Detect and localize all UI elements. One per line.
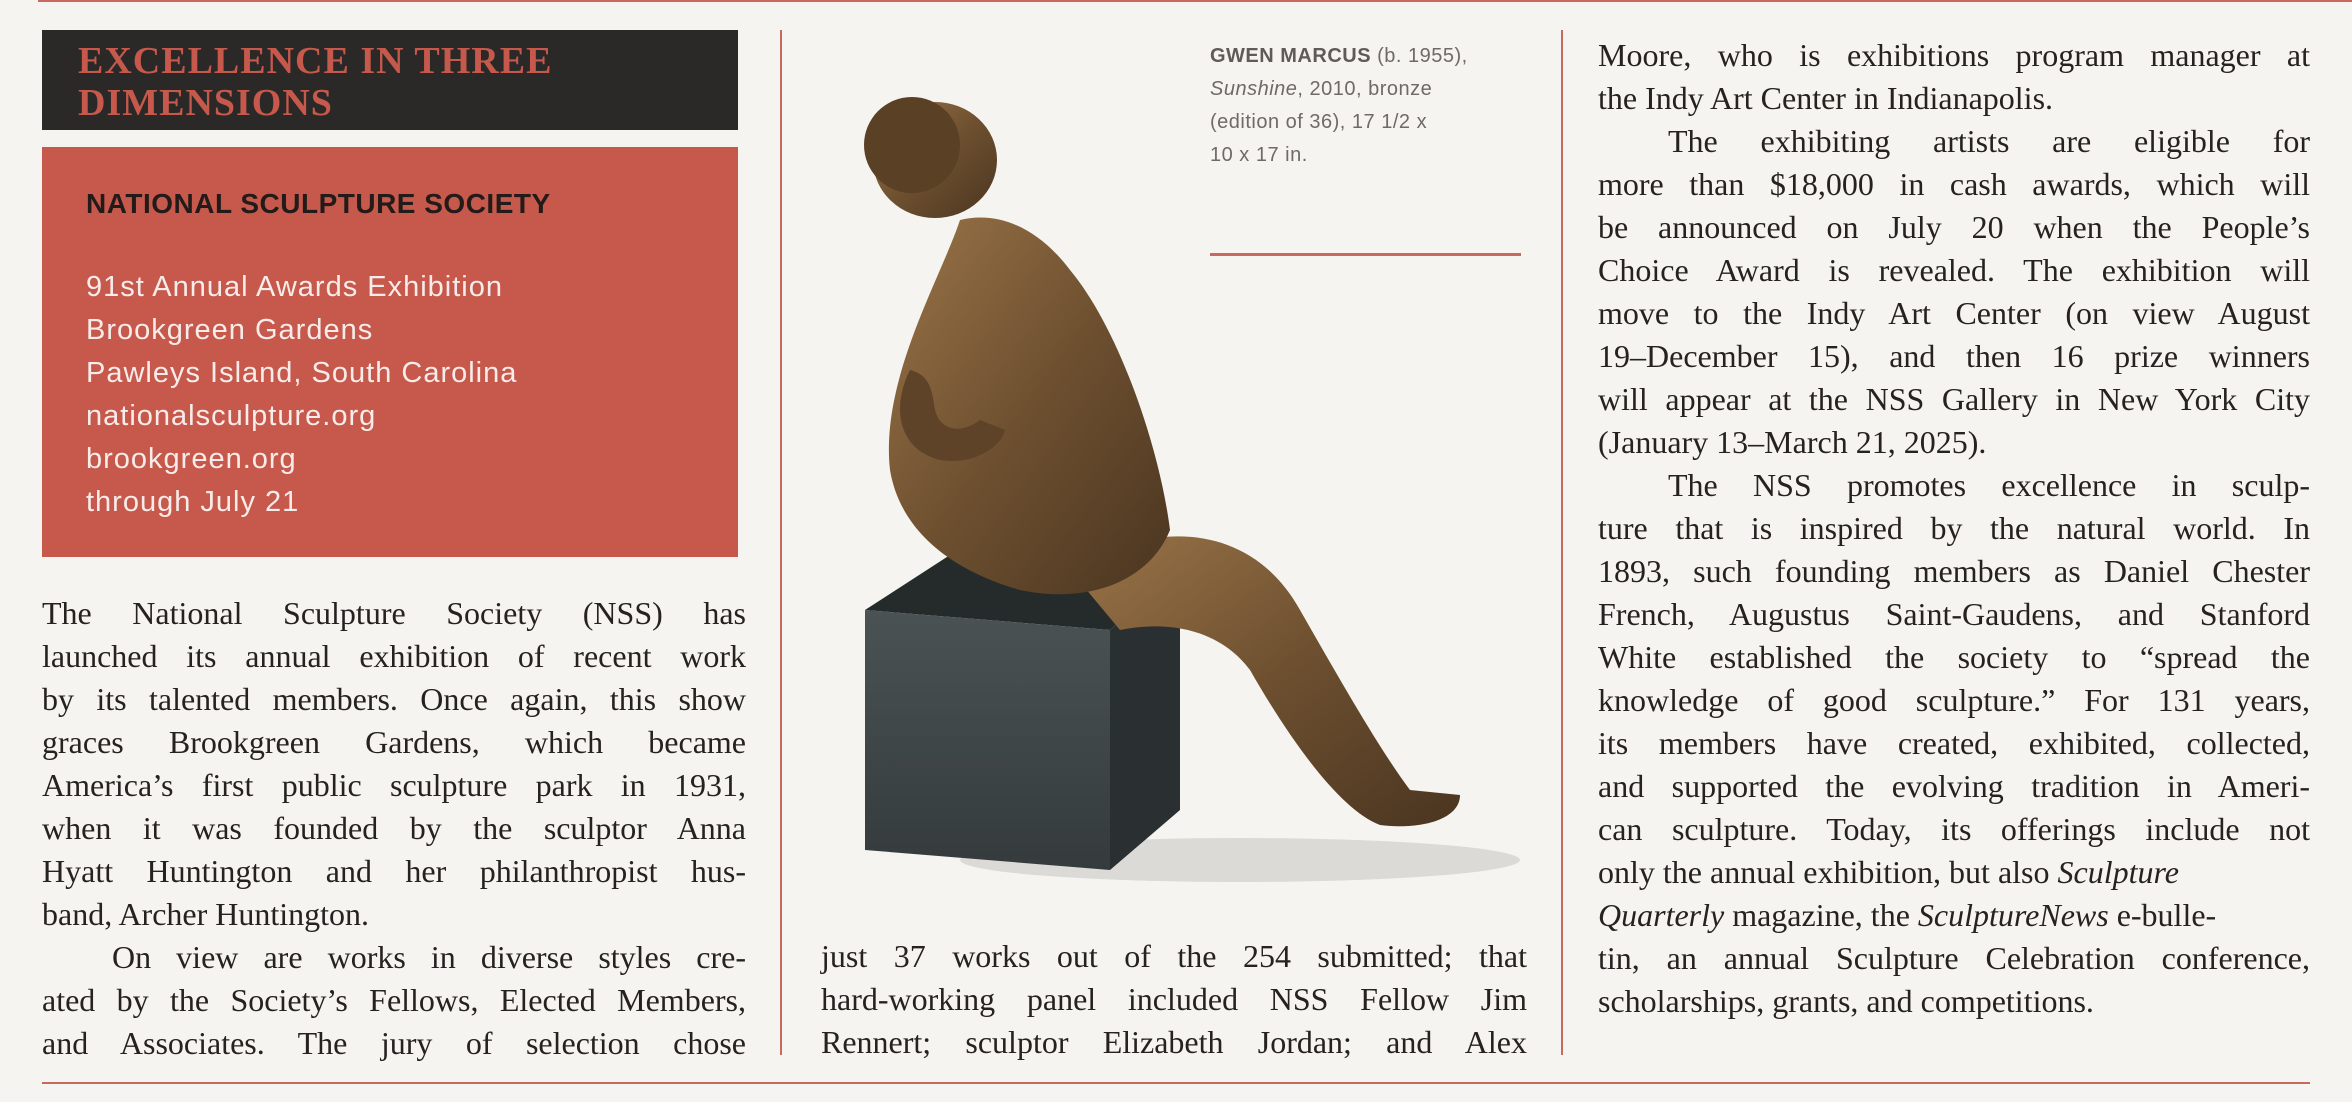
section-title-line-1: EXCELLENCE IN THREE: [78, 40, 553, 82]
text-run: magazine, the: [1724, 897, 1918, 933]
text-line: the Indy Art Center in Indianapolis.: [1598, 80, 2054, 116]
text-line: and Associates. The jury of selection chose: [42, 1025, 746, 1061]
text-line: Moore, who is exhibitions program manager at: [1598, 37, 2310, 73]
text-run: e-bulle-: [2108, 897, 2217, 933]
text-line: Rennert; sculptor Elizabeth Jordan; and Alex: [821, 1024, 1527, 1060]
text-line: The NSS promotes excellence in sculp-: [1668, 467, 2310, 503]
text-line: 1893, such founding members as Daniel Chester: [1598, 553, 2310, 589]
text-line: [1598, 894, 2310, 937]
text-line: be announced on July 20 when the People’s: [1598, 209, 2310, 245]
text-line: and supported the evolving tradition in Ameri-: [1598, 768, 2310, 804]
text-line: Hyatt Huntington and her philanthropist hus-: [42, 853, 746, 889]
top-rule: [38, 0, 2352, 2]
text-line: The exhibiting artists are eligible for: [1668, 123, 2310, 159]
text-line: White established the society to “spread the: [1598, 639, 2310, 675]
article-column-2: [821, 935, 1527, 1064]
caption-dates: (b. 1955),: [1371, 45, 1468, 67]
text-run: only the annual exhibition, but also: [1598, 854, 2058, 890]
caption-artist: GWEN MARCUS: [1210, 45, 1372, 67]
text-line: can sculpture. Today, its offerings include not: [1598, 811, 2310, 847]
bulletin-title: SculptureNews: [1917, 897, 2109, 933]
text-line: French, Augustus Saint-Gaudens, and Stanford: [1598, 596, 2310, 632]
column-divider-right: [1561, 30, 1563, 1055]
info-venue: Brookgreen Gardens: [86, 314, 374, 346]
info-location: Pawleys Island, South Carolina: [86, 357, 518, 389]
text-line: tin, an annual Sculpture Celebration conference,: [1598, 940, 2310, 976]
text-line: move to the Indy Art Center (on view August: [1598, 295, 2310, 331]
text-line: graces Brookgreen Gardens, which became: [42, 724, 746, 760]
text-line: launched its annual exhibition of recent work: [42, 638, 746, 674]
article-column-1: [42, 592, 746, 1065]
text-line: ture that is inspired by the natural world. In: [1598, 510, 2310, 546]
text-line: band, Archer Huntington.: [42, 896, 370, 932]
text-line: ated by the Society’s Fellows, Elected Members,: [42, 982, 746, 1018]
text-line: will appear at the NSS Gallery in New York City: [1598, 381, 2310, 417]
magazine-title: Sculpture: [2057, 854, 2179, 890]
text-line: [1598, 851, 2310, 894]
photo-caption: [1210, 40, 1530, 172]
info-website-nss[interactable]: nationalsculpture.org: [86, 400, 377, 432]
bottom-rule: [42, 1082, 2310, 1084]
section-title-bar: [42, 30, 738, 130]
text-line: knowledge of good sculpture.” For 131 years,: [1598, 682, 2310, 718]
text-line: Choice Award is revealed. The exhibition will: [1598, 252, 2310, 288]
info-dates: through July 21: [86, 486, 300, 518]
text-line: by its talented members. Once again, this show: [42, 681, 746, 717]
info-exhibition-name: 91st Annual Awards Exhibition: [86, 271, 504, 303]
section-title-line-2: DIMENSIONS: [78, 82, 333, 124]
caption-work-title: Sunshine: [1210, 78, 1298, 100]
text-line: hard-working panel included NSS Fellow Jim: [821, 981, 1527, 1017]
exhibition-info-box: [42, 147, 738, 557]
caption-details-2: (edition of 36), 17 1/2 x: [1210, 111, 1428, 133]
sculpture-photo: [820, 50, 1520, 910]
caption-details-1: , 2010, bronze: [1297, 78, 1433, 100]
caption-rule: [1210, 253, 1521, 256]
column-divider-left: [780, 30, 782, 1055]
info-website-brookgreen[interactable]: brookgreen.org: [86, 443, 297, 475]
text-line: just 37 works out of the 254 submitted; that: [821, 938, 1527, 974]
text-line: its members have created, exhibited, collected,: [1598, 725, 2310, 761]
text-line: On view are works in diverse styles cre-: [112, 939, 746, 975]
pedestal-front: [865, 610, 1110, 870]
sculpture-hair: [864, 97, 960, 193]
text-line: when it was founded by the sculptor Anna: [42, 810, 746, 846]
caption-details-3: 10 x 17 in.: [1210, 144, 1308, 166]
text-line: more than $18,000 in cash awards, which will: [1598, 166, 2310, 202]
info-heading: NATIONAL SCULPTURE SOCIETY: [86, 188, 551, 219]
article-column-3: [1598, 34, 2310, 1023]
text-line: America’s first public sculpture park in 1931,: [42, 767, 746, 803]
text-line: scholarships, grants, and competitions.: [1598, 983, 2094, 1019]
text-line: The National Sculpture Society (NSS) has: [42, 595, 746, 631]
text-line: 19–December 15), and then 16 prize winners: [1598, 338, 2310, 374]
magazine-title-cont: Quarterly: [1598, 897, 1725, 933]
text-line: (January 13–March 21, 2025).: [1598, 424, 1987, 460]
